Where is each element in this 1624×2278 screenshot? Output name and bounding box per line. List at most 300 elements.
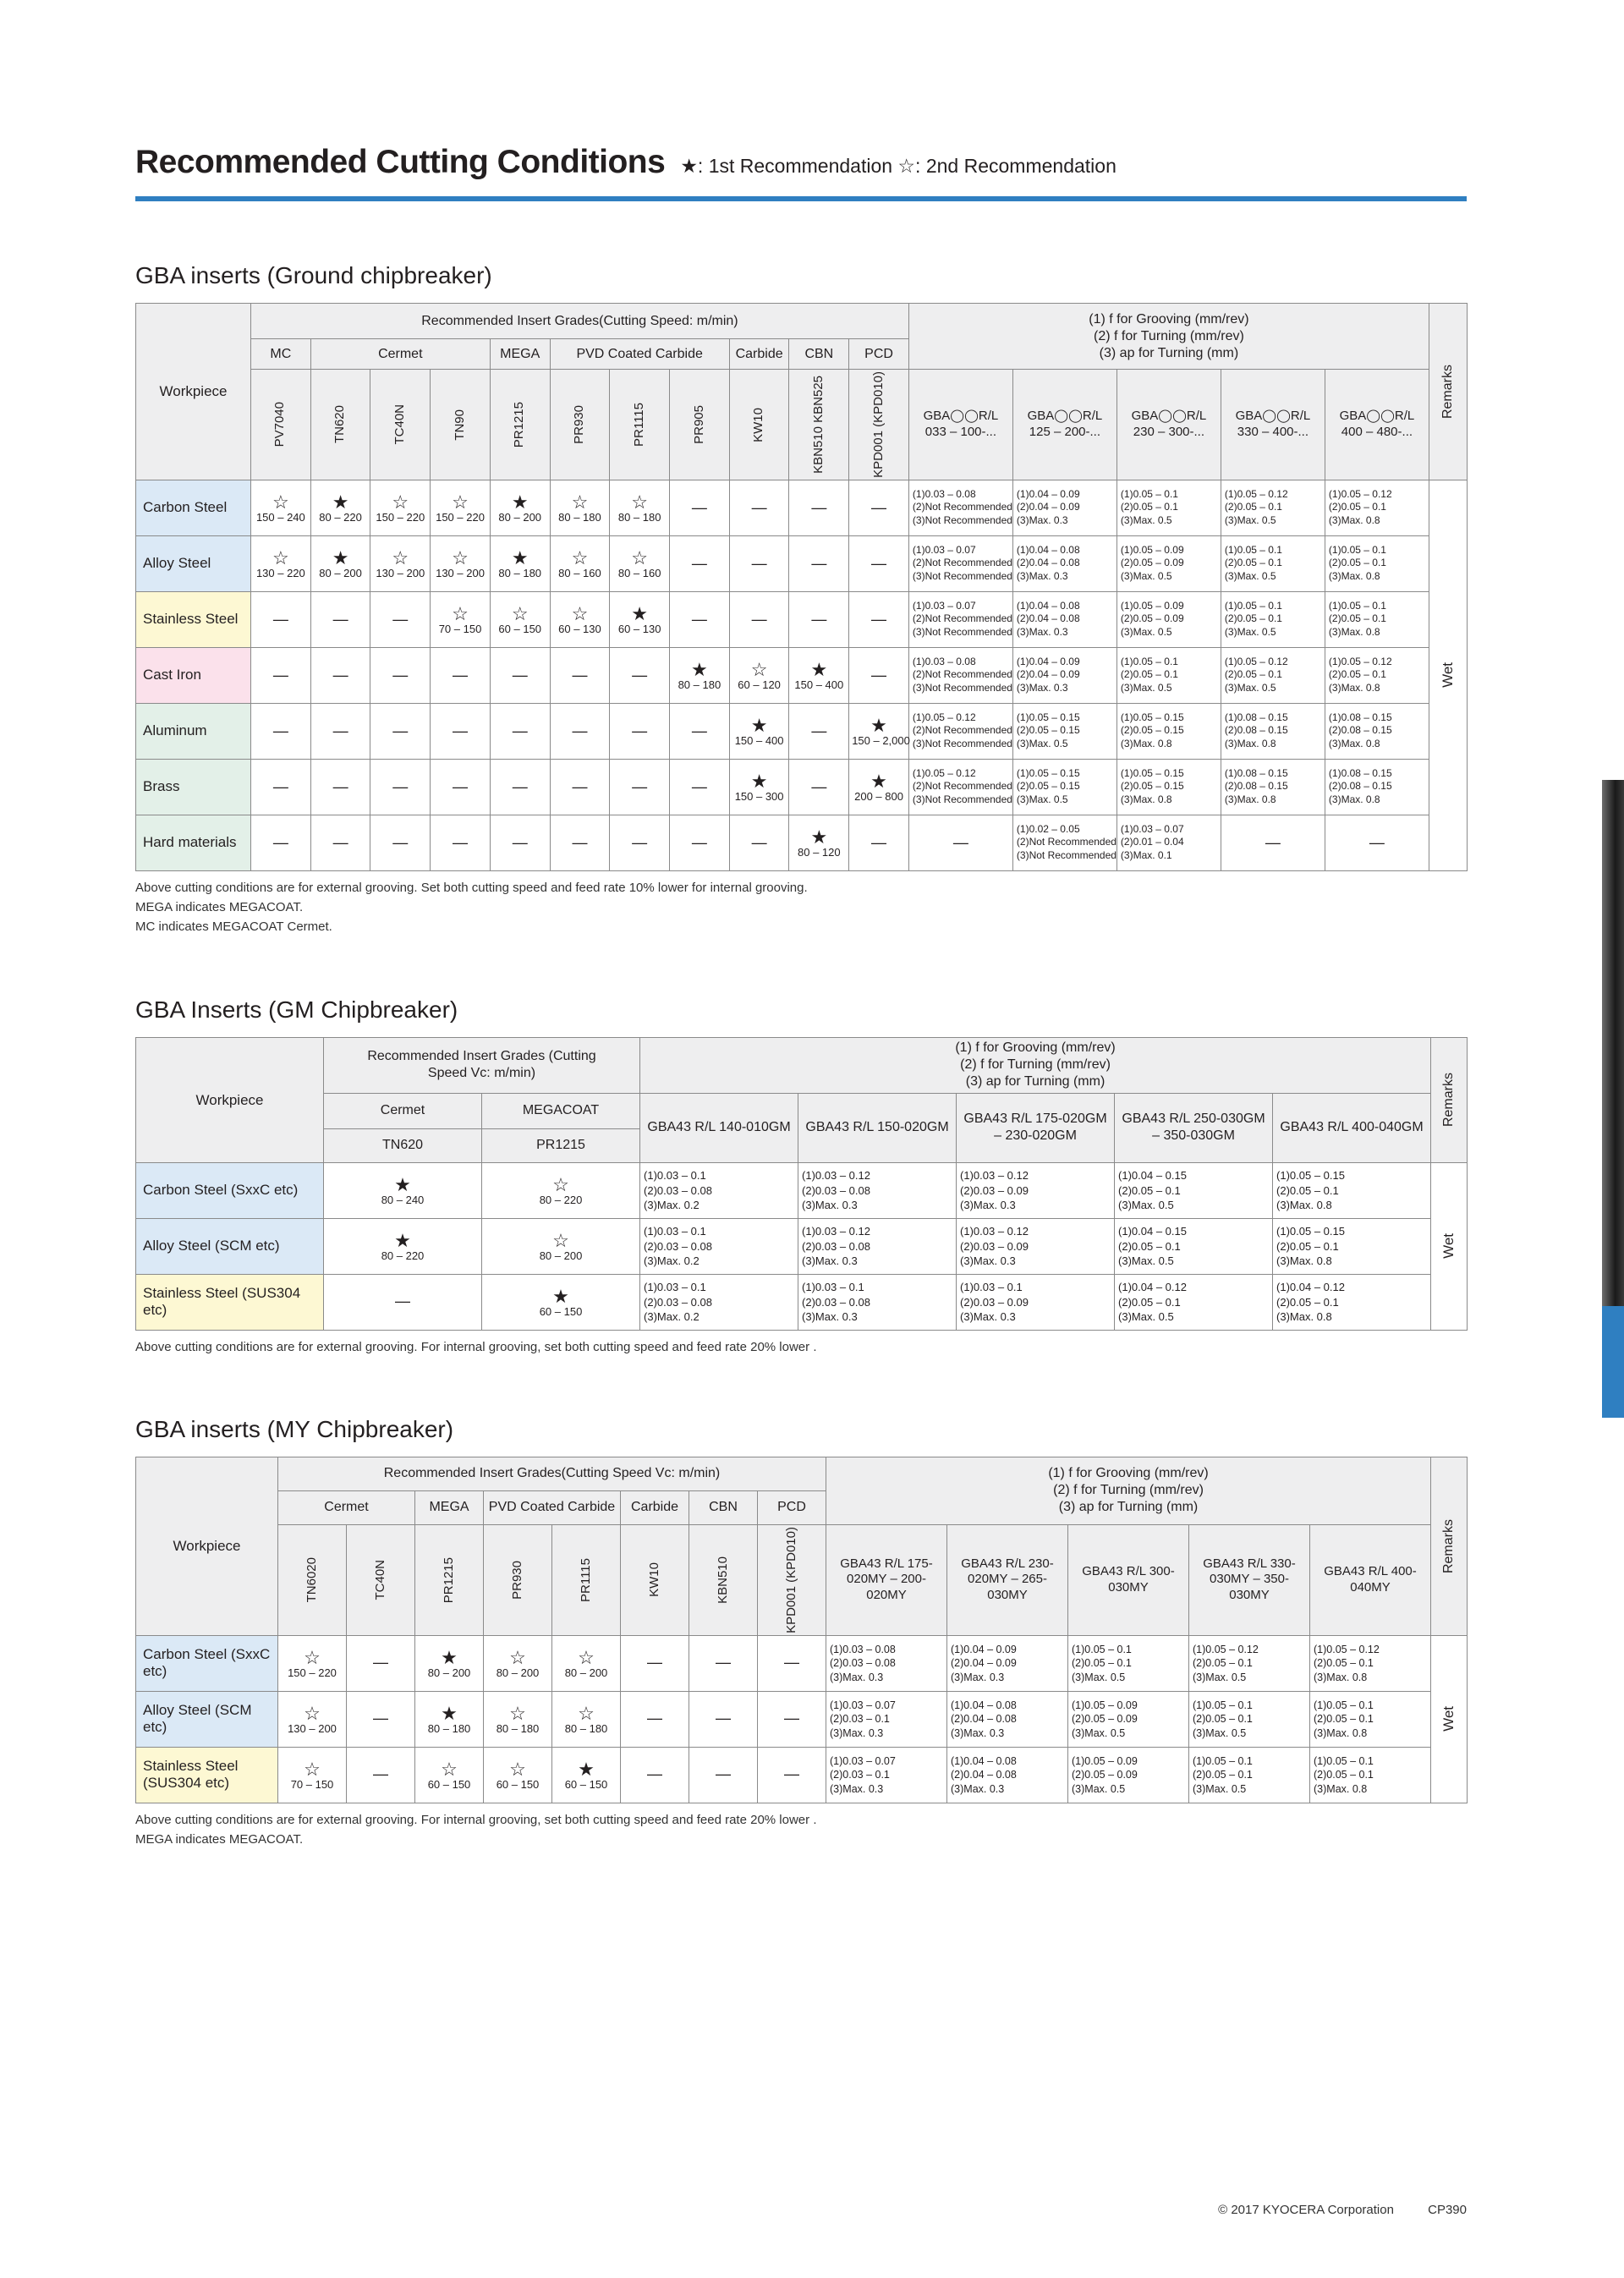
feed-value-line: (3)Max. 0.2 — [644, 1309, 700, 1323]
not-applicable-mark: — — [632, 833, 648, 851]
header — [135, 144, 1467, 181]
feed-value-line: (1)0.04 – 0.08 — [1016, 543, 1080, 556]
grade-header-row — [136, 1524, 1468, 1635]
feed-cell — [908, 759, 1012, 815]
feed-value-line: (2)0.05 – 0.1 — [1276, 1183, 1339, 1197]
feed-value-line: (1)0.05 – 0.1 — [1120, 655, 1178, 667]
grade-cell — [310, 535, 370, 591]
grade-cell — [550, 703, 610, 759]
grade-name: TC40N — [392, 404, 407, 445]
feed-value-line: (3)Max. 0.8 — [1328, 682, 1380, 694]
feed-value-line: (1)0.03 – 0.07 — [830, 1699, 896, 1711]
feed-cell — [826, 1747, 947, 1803]
feed-value-line: (2)0.05 – 0.09 — [1120, 557, 1184, 569]
feed-value-line: (3)Max. 0.5 — [1193, 1782, 1247, 1795]
feed-value-line: (1)0.05 – 0.1 — [1072, 1643, 1132, 1655]
section-title: GBA Inserts (GM Chipbreaker) — [135, 996, 458, 1023]
feed-cell — [1189, 1691, 1310, 1747]
first-recommendation-star: ★ — [631, 603, 649, 625]
cutting-speed-value: 150 – 220 — [376, 511, 425, 524]
feed-value-line: (3)Max. 0.3 — [960, 1309, 1016, 1323]
feed-value-line: (3)Max. 0.3 — [830, 1782, 884, 1795]
feed-value-line: (3)Max. 0.8 — [1314, 1782, 1368, 1795]
grade-header — [415, 1524, 484, 1635]
feed-value-line: (1)0.05 – 0.1 — [1224, 599, 1282, 612]
grade-cell — [729, 647, 789, 703]
feed-value-line: (3)Max. 0.8 — [1120, 793, 1172, 806]
feed-value-line: (3)Not Recommended — [1016, 849, 1116, 862]
feed-value-line: (2)0.04 – 0.09 — [1016, 501, 1080, 513]
cutting-speed-value: 80 – 180 — [678, 678, 721, 692]
feed-value-line: (2)0.05 – 0.15 — [1120, 780, 1184, 793]
feed-value-line: (3)Max. 0.5 — [1118, 1254, 1174, 1267]
feed-value-line: (1)0.05 – 0.15 — [1276, 1225, 1345, 1238]
grade-name: TN90 — [452, 409, 467, 441]
cutting-speed-value: 150 – 400 — [734, 734, 784, 748]
feed-value-line: (1)0.05 – 0.09 — [1120, 543, 1184, 556]
feed-cell — [798, 1274, 957, 1330]
workpiece-cell: Stainless Steel (SUS304 etc) — [136, 1747, 278, 1803]
first-recommendation-star: ★ — [332, 547, 349, 569]
feed-cell — [826, 1635, 947, 1691]
second-recommendation-star: ☆ — [272, 491, 289, 513]
grade-cell — [789, 815, 849, 870]
grade-cell — [670, 535, 730, 591]
first-recommendation-star: ★ — [750, 771, 768, 793]
grade-cell — [689, 1691, 758, 1747]
feed-value-line: (1)0.05 – 0.12 — [1193, 1643, 1259, 1655]
grades-header: Recommended Insert Grades (Cutting Speed Vc: m/min) — [324, 1037, 640, 1093]
grade-cell — [849, 647, 909, 703]
feed-value-line: — — [1369, 833, 1385, 851]
remarks-cell — [1431, 1162, 1468, 1330]
grade-cell — [278, 1691, 347, 1747]
feed-cell — [908, 647, 1012, 703]
cutting-speed-value: 80 – 120 — [798, 846, 841, 859]
second-recommendation-star: ☆ — [392, 547, 409, 569]
feed-value-line: (3)Max. 0.8 — [1276, 1254, 1332, 1267]
insert-size-header: GBA43 R/L 400-040GM — [1273, 1093, 1431, 1162]
feed-value-line: (1)0.03 – 0.12 — [960, 1169, 1029, 1183]
feed-value-line: (2)0.05 – 0.1 — [1328, 668, 1386, 681]
not-applicable-mark: — — [392, 610, 409, 628]
cutting-speed-value: 70 – 150 — [438, 623, 482, 636]
grade-cell — [689, 1747, 758, 1803]
first-recommendation-star: ★ — [394, 1173, 411, 1195]
not-applicable-mark: — — [716, 1710, 731, 1727]
grade-name: PR1115 — [578, 1557, 593, 1602]
feed-cell — [1012, 759, 1116, 815]
remarks-label: Remarks — [1440, 364, 1455, 419]
not-applicable-mark: — — [332, 777, 348, 795]
feed-header — [908, 304, 1429, 370]
cutting-speed-value: 60 – 120 — [738, 678, 781, 692]
workpiece-cell: Carbon Steel (SxxC etc) — [136, 1635, 278, 1691]
grade-cell — [729, 535, 789, 591]
feed-cell — [1221, 647, 1325, 703]
grade-header — [490, 370, 550, 480]
feed-value-line: (3)Max. 0.5 — [1120, 570, 1172, 583]
feed-value-line: (1)0.08 – 0.15 — [1224, 711, 1288, 723]
grade-cell — [370, 759, 431, 815]
feed-cell — [1116, 647, 1221, 703]
not-applicable-mark: — — [691, 722, 707, 739]
feed-value-line: (1)0.03 – 0.07 — [830, 1754, 896, 1767]
not-applicable-mark: — — [751, 610, 767, 628]
feed-value-line: (2)0.03 – 0.08 — [644, 1239, 712, 1253]
feed-value-line: (1)0.08 – 0.15 — [1224, 766, 1288, 779]
grade-cell — [251, 535, 311, 591]
cutting-speed-value: 80 – 200 — [427, 1666, 471, 1680]
not-applicable-mark: — — [691, 554, 707, 572]
grade-cell — [310, 815, 370, 870]
grade-cell — [550, 759, 610, 815]
header-row — [136, 304, 1468, 339]
cutting-speed-value: 60 – 150 — [564, 1778, 608, 1792]
grade-cell — [490, 647, 550, 703]
insert-size-header: GBA43 R/L 230-020MY – 265-030MY — [947, 1524, 1068, 1635]
insert-size-header: GBA◯◯R/L 033 – 100-... — [908, 370, 1012, 480]
workpiece-cell: Brass — [136, 759, 251, 815]
grade-cell — [550, 535, 610, 591]
feed-value-line: (2)0.05 – 0.1 — [1224, 557, 1282, 569]
remarks-label: Remarks — [1441, 1073, 1457, 1128]
insert-size-header: GBA◯◯R/L 125 – 200-... — [1012, 370, 1116, 480]
first-recommendation-star: ★ — [552, 1285, 569, 1307]
grade-cell — [729, 703, 789, 759]
feed-cell — [798, 1218, 957, 1274]
grade-cell — [729, 759, 789, 815]
cutting-speed-value: 150 – 400 — [794, 678, 844, 692]
not-applicable-mark: — — [272, 666, 288, 683]
feed-value-line: (1)0.05 – 0.09 — [1072, 1699, 1138, 1711]
feed-value-line: (1)0.05 – 0.1 — [1224, 543, 1282, 556]
not-applicable-mark: — — [572, 777, 588, 795]
table-row — [136, 591, 1468, 647]
feed-cell — [1115, 1274, 1273, 1330]
not-applicable-mark: — — [332, 666, 348, 683]
grade-cell — [670, 759, 730, 815]
workpiece-cell: Cast Iron — [136, 647, 251, 703]
feed-value-line: (3)Max. 0.3 — [951, 1671, 1005, 1683]
second-recommendation-star: ☆ — [511, 603, 529, 625]
remarks-value: Wet — [1440, 1233, 1457, 1260]
feed-value-line: (2)0.05 – 0.1 — [1314, 1769, 1374, 1781]
cutting-speed-value: 150 – 300 — [734, 790, 784, 804]
grade-cell — [550, 815, 610, 870]
feed-value-line: (2)0.03 – 0.09 — [960, 1239, 1029, 1253]
second-recommendation-star: ☆ — [304, 1646, 321, 1668]
grade-cell — [670, 591, 730, 647]
cutting-speed-value: 80 – 240 — [381, 1193, 425, 1206]
feed-value-line: (3)Max. 0.8 — [1328, 570, 1380, 583]
first-recommendation-star: ★ — [870, 771, 887, 793]
feed-value-line: (3)Max. 0.8 — [1276, 1198, 1332, 1211]
feed-value-line: (1)0.05 – 0.15 — [1120, 766, 1184, 779]
feed-value-line: (1)0.08 – 0.15 — [1328, 766, 1392, 779]
second-recommendation-star: ☆ — [509, 1758, 526, 1780]
not-applicable-mark: — — [512, 666, 528, 683]
second-recommendation-star: ☆ — [552, 1229, 569, 1251]
grade-name: PR930 — [509, 1560, 524, 1600]
feed-cell — [1325, 535, 1429, 591]
feed-cell — [957, 1274, 1115, 1330]
grade-header: TN620 — [324, 1128, 482, 1162]
grade-cell — [490, 535, 550, 591]
cutting-speed-value: 80 – 200 — [498, 511, 542, 524]
feed-value-line: (3)Max. 0.5 — [1224, 570, 1276, 583]
first-recommendation-star: ★ — [332, 491, 349, 513]
feed-value-line: (1)0.05 – 0.09 — [1072, 1754, 1138, 1767]
not-applicable-mark: — — [392, 722, 409, 739]
grade-cell — [621, 1635, 689, 1691]
feed-cell — [1068, 1747, 1189, 1803]
cutting-speed-value: 130 – 200 — [376, 567, 425, 580]
first-recommendation-star: ★ — [810, 659, 828, 681]
grade-cell — [670, 815, 730, 870]
feed-value-line: (3)Max. 0.5 — [1118, 1198, 1174, 1211]
not-applicable-mark: — — [784, 1765, 799, 1783]
feed-cell — [798, 1162, 957, 1218]
grade-header — [670, 370, 730, 480]
feed-value-line: (3)Max. 0.3 — [960, 1198, 1016, 1211]
not-applicable-mark: — — [632, 666, 648, 683]
feed-value-line: (2)0.05 – 0.1 — [1118, 1183, 1181, 1197]
second-recommendation-star: ☆ — [571, 603, 589, 625]
cutting-speed-value: 60 – 150 — [427, 1778, 471, 1792]
side-tab-marker — [1602, 1306, 1624, 1418]
grade-group-header: Cermet — [310, 339, 490, 370]
feed-value-line: (3)Max. 0.3 — [1016, 682, 1068, 694]
grade-cell — [849, 815, 909, 870]
grade-name: TN6020 — [304, 1557, 319, 1603]
remarks-value: Wet — [1440, 1706, 1457, 1732]
feed-value-line: (1)0.05 – 0.1 — [1193, 1754, 1253, 1767]
feed-value-line: (1)0.03 – 0.1 — [644, 1225, 706, 1238]
feed-value-line: (1)0.04 – 0.12 — [1276, 1281, 1345, 1294]
note-line: MC indicates MEGACOAT Cermet. — [135, 919, 332, 935]
feed-header-line: (3) ap for Turning (mm) — [965, 1074, 1106, 1090]
grade-cell — [849, 480, 909, 535]
grade-cell — [347, 1691, 415, 1747]
feed-value-line: (1)0.03 – 0.12 — [802, 1225, 870, 1238]
feed-cell — [1115, 1162, 1273, 1218]
table-row — [136, 1218, 1468, 1274]
feed-cell — [1068, 1691, 1189, 1747]
table-row — [136, 1274, 1468, 1330]
feed-value-line: (1)0.04 – 0.15 — [1118, 1225, 1187, 1238]
remarks-label: Remarks — [1441, 1518, 1457, 1573]
feed-value-line: (1)0.05 – 0.1 — [1328, 599, 1386, 612]
remarks-cell — [1431, 1635, 1468, 1803]
feed-cell — [908, 815, 1012, 870]
grade-name: KPD001 (KPD010) — [870, 371, 886, 478]
table-row — [136, 647, 1468, 703]
not-applicable-mark: — — [691, 610, 707, 628]
grade-group-header: Cermet — [278, 1490, 415, 1524]
first-recommendation-star: ★ — [870, 715, 887, 737]
first-recommendation-star: ★ — [691, 659, 708, 681]
remarks-header — [1431, 1457, 1468, 1635]
feed-cell — [1310, 1747, 1431, 1803]
feed-cell — [1012, 480, 1116, 535]
cutting-speed-value: 150 – 2,000 — [852, 734, 910, 748]
grade-cell — [789, 535, 849, 591]
feed-cell — [1325, 759, 1429, 815]
grade-cell — [370, 480, 431, 535]
grade-header — [370, 370, 431, 480]
grade-cell — [610, 535, 670, 591]
grade-cell — [490, 759, 550, 815]
not-applicable-mark: — — [716, 1765, 731, 1783]
second-recommendation-star: ☆ — [452, 547, 469, 569]
grade-cell — [552, 1635, 621, 1691]
grade-cell — [789, 591, 849, 647]
workpiece-header: Workpiece — [136, 304, 251, 480]
insert-size-header: GBA43 R/L 400-040MY — [1310, 1524, 1431, 1635]
feed-cell — [1012, 535, 1116, 591]
feed-cell — [947, 1691, 1068, 1747]
grade-cell — [324, 1274, 482, 1330]
second-recommendation-star: ☆ — [750, 659, 768, 681]
feed-value-line: (3)Max. 0.5 — [1120, 682, 1172, 694]
feed-value-line: (1)0.03 – 0.1 — [644, 1281, 706, 1294]
feed-value-line: (2)0.04 – 0.09 — [951, 1657, 1017, 1670]
feed-value-line: (3)Max. 0.8 — [1120, 738, 1172, 750]
grade-name: KBN510 KBN525 — [810, 376, 826, 474]
grade-cell — [370, 703, 431, 759]
feed-value-line: (1)0.05 – 0.1 — [1314, 1754, 1374, 1767]
grade-name: PR1215 — [512, 401, 527, 448]
feed-value-line: (2)0.05 – 0.1 — [1193, 1769, 1253, 1781]
header-row — [136, 1037, 1468, 1093]
feed-value-line: (2)0.05 – 0.1 — [1120, 668, 1178, 681]
feed-value-line: (1)0.05 – 0.15 — [1016, 766, 1080, 779]
feed-value-line: (2)Not Recommended — [912, 780, 1012, 793]
feed-cell — [1115, 1218, 1273, 1274]
second-recommendation-star: ☆ — [578, 1702, 595, 1724]
feed-value-line: (1)0.03 – 0.08 — [830, 1643, 896, 1655]
workpiece-cell: Carbon Steel — [136, 480, 251, 535]
not-applicable-mark: — — [871, 498, 887, 516]
feed-value-line: (3)Max. 0.5 — [1118, 1309, 1174, 1323]
grade-cell — [431, 759, 491, 815]
grade-cell — [490, 815, 550, 870]
cutting-speed-value: 80 – 160 — [617, 567, 661, 580]
feed-value-line: (3)Max. 0.5 — [1193, 1671, 1247, 1683]
grade-cell — [310, 480, 370, 535]
grade-name: KPD001 (KPD010) — [783, 1526, 798, 1633]
workpiece-cell: Stainless Steel — [136, 591, 251, 647]
feed-header-line: (2) f for Turning (mm/rev) — [960, 1057, 1111, 1073]
grade-cell — [729, 591, 789, 647]
grade-cell — [370, 535, 431, 591]
footer — [1218, 2203, 1467, 2217]
side-photo-strip — [1602, 780, 1624, 1306]
not-applicable-mark: — — [691, 777, 707, 795]
feed-value-line: (1)0.03 – 0.12 — [960, 1225, 1029, 1238]
not-applicable-mark: — — [512, 777, 528, 795]
grade-cell — [484, 1691, 552, 1747]
grade-header — [758, 1524, 826, 1635]
feed-value-line: (3)Max. 0.5 — [1120, 514, 1172, 527]
not-applicable-mark: — — [647, 1710, 662, 1727]
grade-cell — [251, 759, 311, 815]
grade-group-header: Carbide — [729, 339, 789, 370]
feed-value-line: (3)Max. 0.8 — [1328, 626, 1380, 639]
cutting-speed-value: 60 – 130 — [558, 623, 601, 636]
feed-value-line: (3)Max. 0.8 — [1224, 793, 1276, 806]
feed-value-line: (1)0.05 – 0.12 — [1328, 655, 1392, 667]
second-recommendation-star: ☆ — [304, 1702, 321, 1724]
grade-cell — [310, 591, 370, 647]
grade-name: PR930 — [572, 405, 587, 444]
grade-cell — [729, 815, 789, 870]
not-applicable-mark: — — [272, 833, 288, 851]
remarks-value: Wet — [1439, 662, 1456, 689]
feed-value-line: (3)Max. 0.2 — [644, 1198, 700, 1211]
feed-value-line: (1)0.05 – 0.15 — [1120, 711, 1184, 723]
insert-size-header: GBA43 R/L 175-020MY – 200-020MY — [826, 1524, 947, 1635]
grade-cell — [610, 591, 670, 647]
feed-value-line: (1)0.04 – 0.09 — [1016, 655, 1080, 667]
feed-value-line: (1)0.04 – 0.12 — [1118, 1281, 1187, 1294]
not-applicable-mark: — — [512, 722, 528, 739]
feed-value-line: (2)0.05 – 0.1 — [1118, 1239, 1181, 1253]
grade-header — [251, 370, 311, 480]
grade-cell — [482, 1162, 640, 1218]
grade-group-header: MC — [251, 339, 311, 370]
second-recommendation-star: ☆ — [509, 1646, 526, 1668]
feed-value-line: (1)0.03 – 0.12 — [802, 1169, 870, 1183]
feed-value-line: (1)0.05 – 0.09 — [1120, 599, 1184, 612]
not-applicable-mark: — — [632, 777, 648, 795]
grade-header — [347, 1524, 415, 1635]
feed-cell — [1325, 647, 1429, 703]
not-applicable-mark: — — [871, 610, 887, 628]
note-line: Above cutting conditions are for external grooving. Set both cutting speed and feed rate 10% lower for internal grooving. — [135, 880, 808, 895]
feed-cell — [1012, 647, 1116, 703]
tables-container — [135, 262, 1467, 1849]
first-recommendation-star: ★ — [441, 1646, 458, 1668]
header-row — [136, 1457, 1468, 1490]
not-applicable-mark: — — [632, 722, 648, 739]
insert-size-header: GBA43 R/L 150-020GM — [798, 1093, 957, 1162]
grade-cell — [610, 480, 670, 535]
grade-cell — [415, 1691, 484, 1747]
feed-cell — [1116, 815, 1221, 870]
grade-cell — [484, 1635, 552, 1691]
first-recommendation-star: ★ — [750, 715, 768, 737]
feed-cell — [1325, 703, 1429, 759]
feed-cell — [1273, 1218, 1431, 1274]
cutting-speed-value: 130 – 200 — [436, 567, 485, 580]
feed-value-line: (2)0.04 – 0.09 — [1016, 668, 1080, 681]
feed-cell — [826, 1691, 947, 1747]
cutting-speed-value: 80 – 220 — [381, 1249, 425, 1262]
second-recommendation-star: ☆ — [452, 603, 469, 625]
feed-value-line: (3)Max. 0.2 — [644, 1254, 700, 1267]
feed-cell — [957, 1218, 1115, 1274]
workpiece-cell: Alloy Steel (SCM etc) — [136, 1218, 324, 1274]
grade-cell — [431, 591, 491, 647]
feed-value-line: (2)0.04 – 0.08 — [951, 1769, 1017, 1781]
table-row — [136, 1162, 1468, 1218]
grade-header — [621, 1524, 689, 1635]
feed-value-line: (3)Max. 0.3 — [960, 1254, 1016, 1267]
feed-value-line: (3)Max. 0.5 — [1120, 626, 1172, 639]
not-applicable-mark: — — [453, 777, 469, 795]
